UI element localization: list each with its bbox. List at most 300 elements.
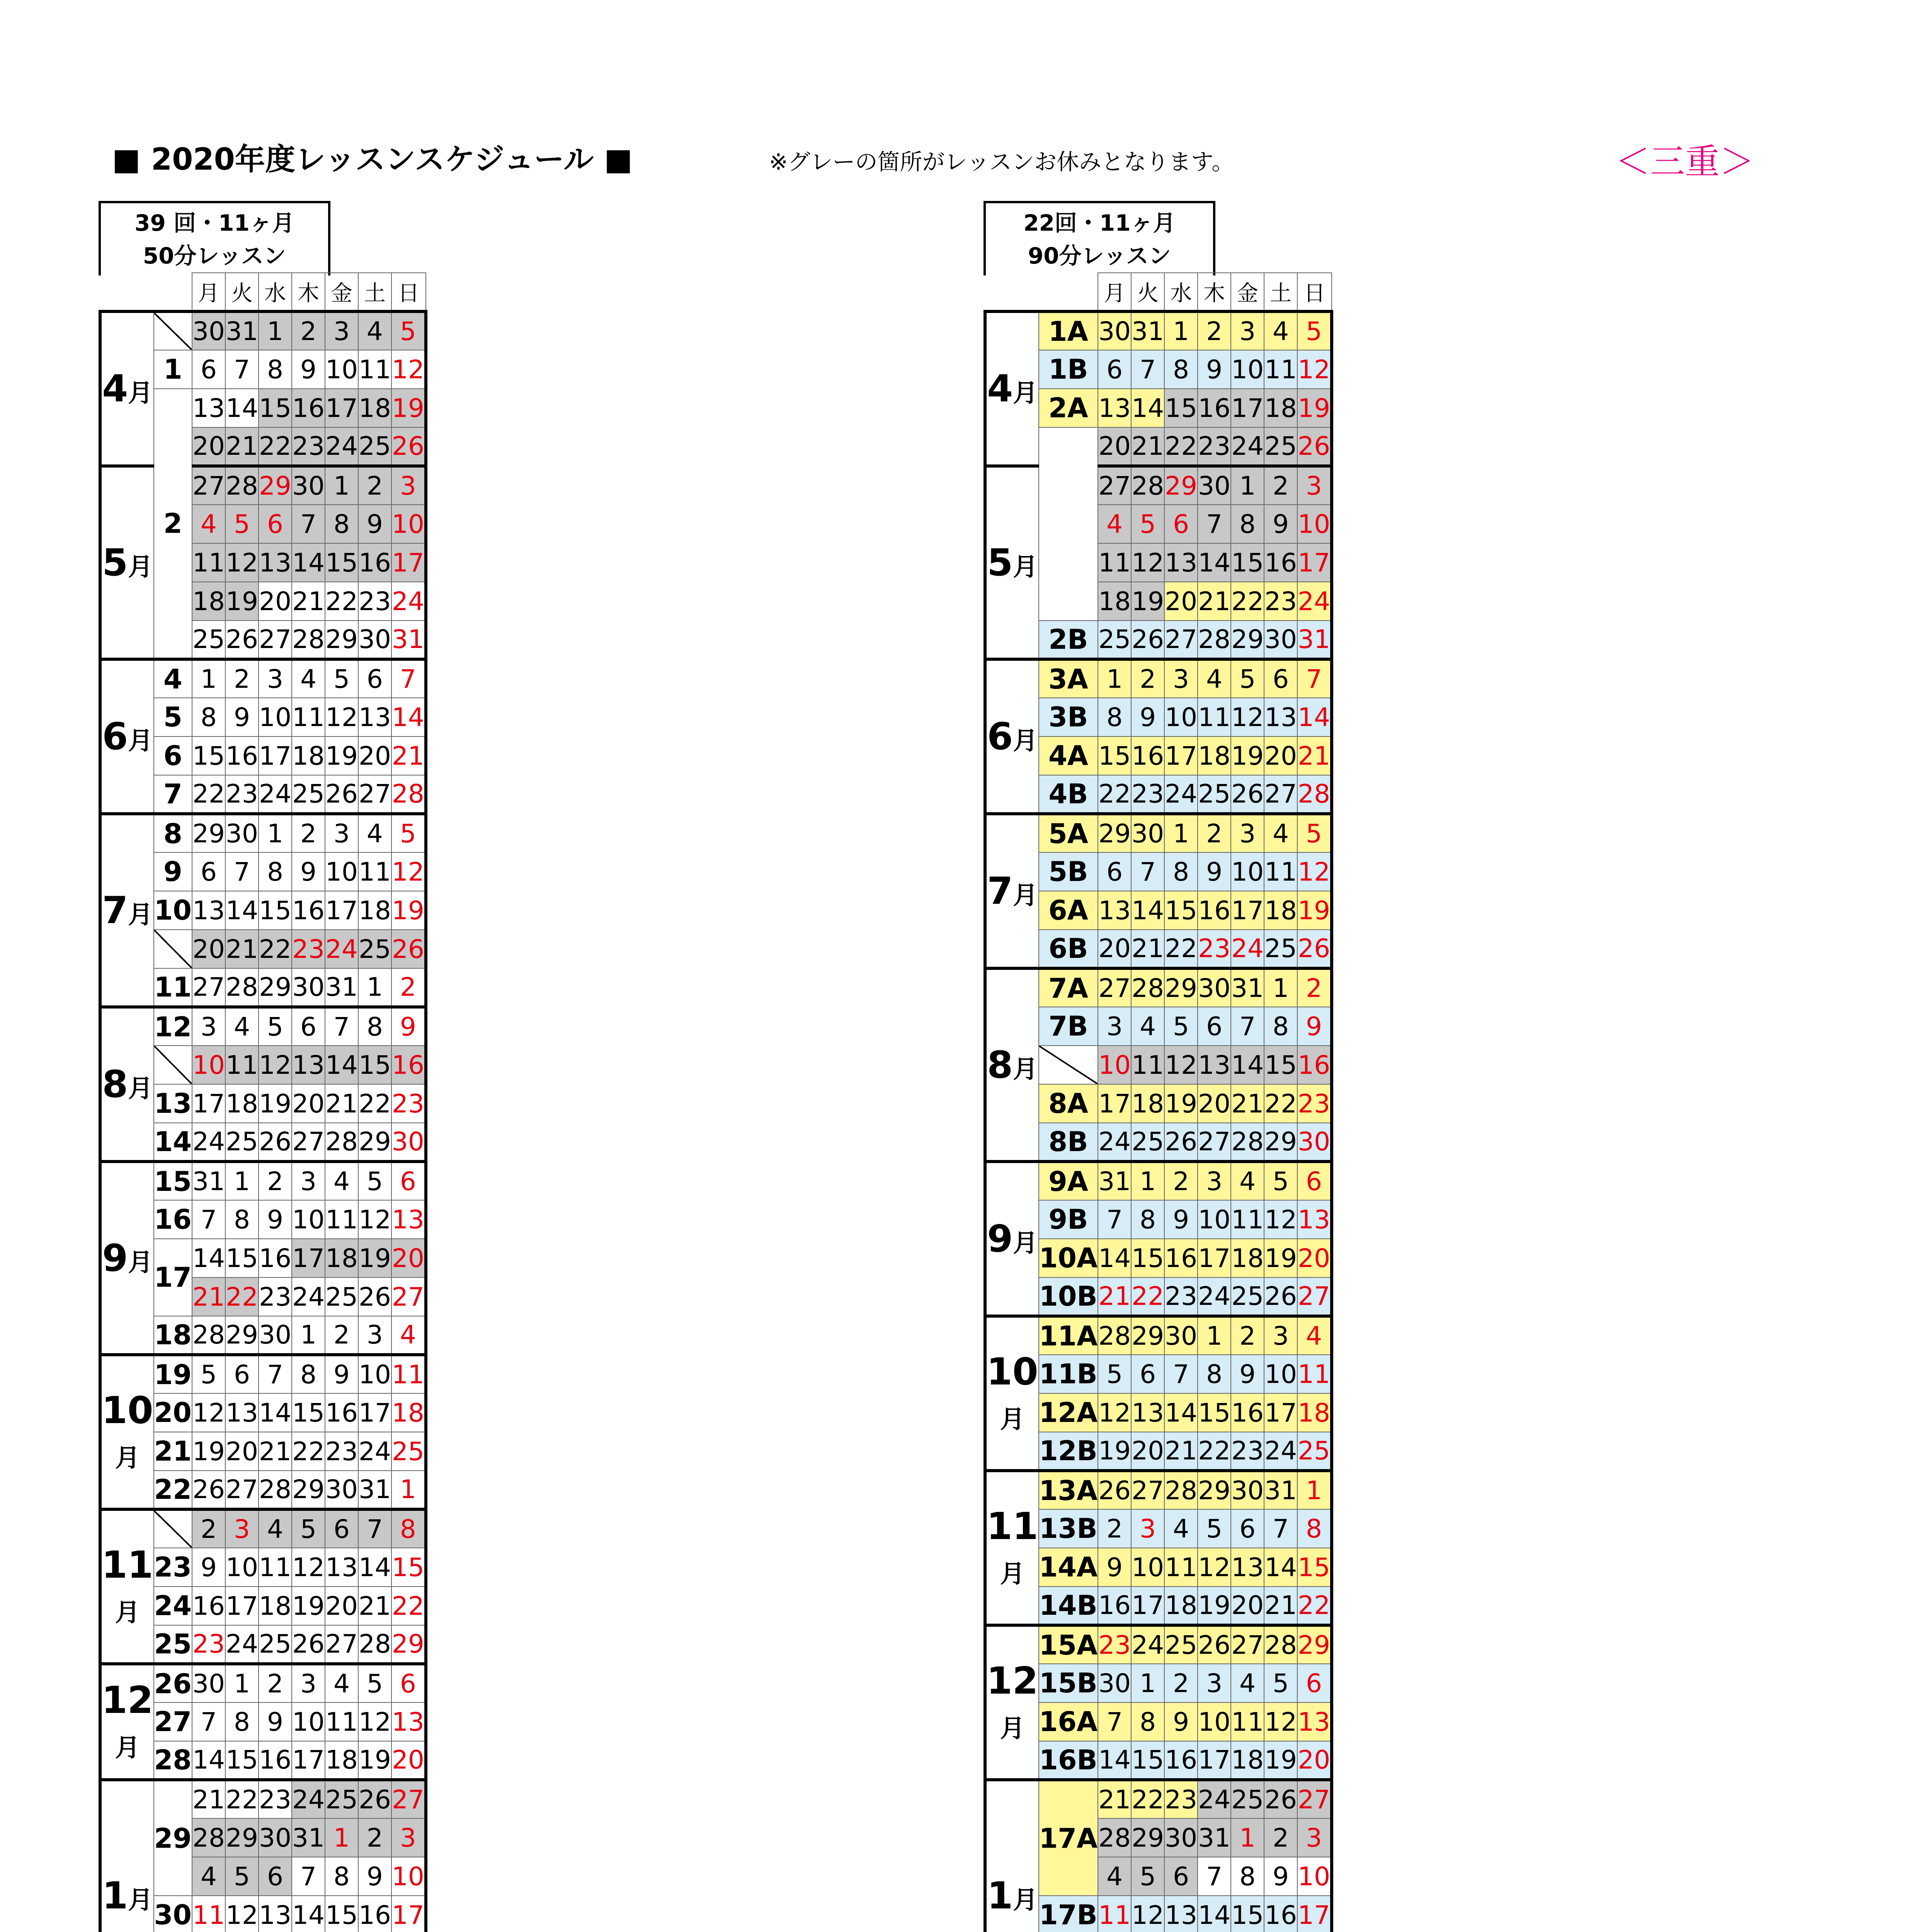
day-cell: 6 (225, 1355, 259, 1393)
day-cell: 21 (225, 427, 259, 466)
day-cell: 13 (358, 698, 391, 736)
day-cell: 22 (1164, 427, 1198, 466)
day-cell: 27 (1198, 1123, 1231, 1162)
day-cell: 13 (325, 1548, 358, 1587)
day-cell: 21 (391, 736, 426, 775)
day-cell: 6 (1164, 505, 1198, 543)
day-cell: 26 (1264, 1780, 1297, 1818)
day-cell: 25 (1264, 427, 1297, 466)
day-cell: 11 (1264, 852, 1297, 891)
lesson-number: 19 (154, 1355, 192, 1393)
day-cell: 6 (1198, 1007, 1231, 1046)
calendar-table-90min (984, 272, 1333, 1932)
day-cell: 2 (1164, 1664, 1198, 1702)
lesson-number: 14B (1039, 1587, 1098, 1625)
week-row (100, 1355, 426, 1393)
day-cell: 20 (1264, 736, 1297, 775)
page-title: ■ 2020年度レッスンスケジュール ■ (112, 142, 633, 177)
day-cell: 9 (1264, 505, 1297, 543)
week-row (100, 1780, 426, 1818)
day-cell: 1 (1164, 311, 1198, 350)
day-cell: 30 (1131, 814, 1164, 852)
day-cell: 14 (292, 1896, 325, 1932)
day-cell: 12 (1297, 350, 1332, 389)
day-cell: 16 (325, 1393, 358, 1432)
day-cell: 23 (1231, 1432, 1264, 1471)
day-cell: 1 (259, 814, 292, 852)
day-cell: 18 (325, 1239, 358, 1277)
lesson-number: 25 (154, 1625, 192, 1664)
lesson-number: 18 (154, 1316, 192, 1355)
day-cell: 10 (325, 350, 358, 389)
day-cell: 12 (1098, 1393, 1131, 1432)
day-cell: 6 (1297, 1162, 1332, 1200)
day-cell: 5 (391, 311, 426, 350)
day-cell: 15 (1164, 891, 1198, 930)
day-cell: 3 (1098, 1007, 1131, 1046)
day-cell: 16 (391, 1046, 426, 1084)
day-cell: 18 (1164, 1587, 1198, 1625)
day-cell: 3 (1297, 466, 1332, 505)
day-cell: 8 (1164, 350, 1198, 389)
day-cell: 16 (192, 1587, 225, 1625)
lesson-number: 9 (154, 852, 192, 891)
day-cell: 25 (391, 1432, 426, 1471)
day-cell: 4 (192, 1857, 225, 1896)
day-cell: 24 (1198, 1780, 1231, 1818)
day-cell: 8 (1231, 505, 1264, 543)
lesson-number: 2B (1039, 621, 1098, 659)
day-cell: 11 (358, 350, 391, 389)
day-cell: 28 (1264, 1625, 1297, 1664)
day-cell: 31 (192, 1162, 225, 1200)
day-cell: 27 (225, 1471, 259, 1509)
day-cell: 28 (1098, 1818, 1131, 1857)
day-cell: 10 (391, 505, 426, 543)
lesson-number: 4B (1039, 775, 1098, 814)
lesson-number: 11B (1039, 1355, 1098, 1393)
weekday-header: 日 (1297, 273, 1332, 311)
day-cell: 12 (1231, 698, 1264, 736)
day-cell: 3 (1198, 1162, 1231, 1200)
day-cell: 3 (391, 1818, 426, 1857)
day-cell: 8 (259, 350, 292, 389)
day-cell: 24 (192, 1123, 225, 1162)
day-cell: 7 (192, 1200, 225, 1239)
day-cell: 16 (292, 891, 325, 930)
day-cell: 9 (1164, 1200, 1198, 1239)
day-cell: 24 (225, 1625, 259, 1664)
lesson-number: 17 (154, 1239, 192, 1316)
month-label: 12月 (100, 1664, 154, 1780)
day-cell: 8 (259, 852, 292, 891)
day-cell: 10 (1297, 1857, 1332, 1896)
day-cell: 30 (1098, 1664, 1131, 1702)
day-cell: 27 (1098, 968, 1131, 1007)
day-cell: 28 (1131, 968, 1164, 1007)
day-cell: 9 (1131, 698, 1164, 736)
lesson-number: 8A (1039, 1084, 1098, 1123)
month-label: 6月 (100, 659, 154, 814)
day-cell: 25 (259, 1625, 292, 1664)
day-cell: 24 (1231, 930, 1264, 968)
day-cell: 5 (1297, 311, 1332, 350)
day-cell: 6 (1131, 1355, 1164, 1393)
day-cell: 9 (1297, 1007, 1332, 1046)
lesson-number: 1B (1039, 350, 1098, 389)
week-row (100, 1664, 426, 1702)
day-cell: 14 (259, 1393, 292, 1432)
day-cell: 5 (292, 1509, 325, 1548)
day-cell: 3 (1164, 659, 1198, 698)
day-cell: 19 (358, 1239, 391, 1277)
weekday-header: 水 (1164, 273, 1198, 311)
day-cell: 25 (292, 775, 325, 814)
day-cell: 2 (1231, 1316, 1264, 1355)
day-cell: 12 (1297, 852, 1332, 891)
day-cell: 19 (391, 891, 426, 930)
day-cell: 20 (358, 736, 391, 775)
day-cell: 30 (1164, 1316, 1198, 1355)
day-cell: 2 (259, 1162, 292, 1200)
weekday-header: 火 (225, 273, 259, 311)
day-cell: 27 (1297, 1780, 1332, 1818)
day-cell: 11 (192, 543, 225, 582)
day-cell: 29 (1198, 1471, 1231, 1509)
month-label: 4月 (985, 311, 1039, 466)
day-cell: 5 (1264, 1162, 1297, 1200)
day-cell: 20 (192, 930, 225, 968)
day-cell: 11 (1198, 698, 1231, 736)
lesson-number: 10B (1039, 1277, 1098, 1316)
day-cell: 11 (325, 1200, 358, 1239)
day-cell: 2 (1164, 1162, 1198, 1200)
day-cell: 25 (1131, 1123, 1164, 1162)
day-cell: 1 (1264, 968, 1297, 1007)
day-cell: 12 (358, 1702, 391, 1741)
day-cell: 10 (1198, 1702, 1231, 1741)
day-cell: 28 (192, 1818, 225, 1857)
day-cell: 17 (1264, 1393, 1297, 1432)
day-cell: 11 (259, 1548, 292, 1587)
day-cell: 4 (358, 814, 391, 852)
day-cell: 2 (192, 1509, 225, 1548)
day-cell: 7 (225, 350, 259, 389)
week-row (100, 311, 426, 350)
day-cell: 5 (358, 1664, 391, 1702)
day-cell: 21 (358, 1587, 391, 1625)
day-cell: 2 (1131, 659, 1164, 698)
day-cell: 26 (1198, 1625, 1231, 1664)
day-cell: 15 (1198, 1393, 1231, 1432)
lesson-number: 27 (154, 1702, 192, 1741)
day-cell: 29 (1297, 1625, 1332, 1664)
day-cell: 14 (192, 1741, 225, 1780)
day-cell: 25 (1297, 1432, 1332, 1471)
day-cell: 25 (1264, 930, 1297, 968)
month-label: 5月 (985, 466, 1039, 659)
day-cell: 7 (259, 1355, 292, 1393)
day-cell: 1 (1297, 1471, 1332, 1509)
day-cell: 6 (1264, 659, 1297, 698)
course-duration: 90分レッスン (1028, 242, 1171, 269)
day-cell: 23 (1131, 775, 1164, 814)
day-cell: 16 (259, 1741, 292, 1780)
week-row (985, 311, 1332, 350)
day-cell: 29 (225, 1316, 259, 1355)
lesson-number: 6A (1039, 891, 1098, 930)
week-row (985, 466, 1332, 505)
day-cell: 12 (1131, 543, 1164, 582)
lesson-number: 8 (154, 814, 192, 852)
day-cell: 2 (1198, 311, 1231, 350)
day-cell: 5 (259, 1007, 292, 1046)
day-cell: 14 (391, 698, 426, 736)
day-cell: 20 (1098, 930, 1131, 968)
day-cell: 26 (292, 1625, 325, 1664)
day-cell: 27 (1264, 775, 1297, 814)
day-cell: 9 (1198, 350, 1231, 389)
day-cell: 27 (391, 1277, 426, 1316)
day-cell: 14 (225, 389, 259, 427)
day-cell: 10 (358, 1355, 391, 1393)
day-cell: 18 (1198, 736, 1231, 775)
day-cell: 19 (192, 1432, 225, 1471)
day-cell: 20 (259, 582, 292, 621)
day-cell: 16 (259, 1239, 292, 1277)
day-cell: 25 (325, 1277, 358, 1316)
day-cell: 9 (292, 852, 325, 891)
day-cell: 22 (358, 1084, 391, 1123)
day-cell: 13 (225, 1393, 259, 1432)
day-cell: 17 (358, 1393, 391, 1432)
month-label: 7月 (985, 814, 1039, 968)
lesson-number: 8B (1039, 1123, 1098, 1162)
day-cell: 14 (292, 543, 325, 582)
day-cell: 15 (1231, 543, 1264, 582)
day-cell: 26 (325, 775, 358, 814)
lesson-number: 16A (1039, 1702, 1098, 1741)
day-cell: 19 (1297, 389, 1332, 427)
day-cell: 21 (1264, 1587, 1297, 1625)
day-cell: 8 (1231, 1857, 1264, 1896)
day-cell: 30 (1231, 1471, 1264, 1509)
weekday-header: 日 (391, 273, 426, 311)
day-cell: 3 (225, 1509, 259, 1548)
day-cell: 9 (391, 1007, 426, 1046)
day-cell: 18 (225, 1084, 259, 1123)
day-cell: 5 (1131, 1857, 1164, 1896)
day-cell: 4 (325, 1664, 358, 1702)
day-cell: 28 (325, 1123, 358, 1162)
day-cell: 26 (358, 1780, 391, 1818)
day-cell: 12 (1198, 1548, 1231, 1587)
day-cell: 9 (292, 350, 325, 389)
day-cell: 8 (292, 1355, 325, 1393)
day-cell: 22 (225, 1780, 259, 1818)
day-cell: 14 (358, 1548, 391, 1587)
day-cell: 12 (1164, 1046, 1198, 1084)
day-cell: 4 (1131, 1007, 1164, 1046)
day-cell: 19 (1264, 1741, 1297, 1780)
day-cell: 5 (1098, 1355, 1131, 1393)
day-cell: 9 (1231, 1355, 1264, 1393)
day-cell: 3 (391, 466, 426, 505)
weekday-header: 金 (1231, 273, 1264, 311)
day-cell: 9 (358, 505, 391, 543)
day-cell: 28 (225, 968, 259, 1007)
day-cell: 21 (1098, 1277, 1131, 1316)
day-cell: 25 (358, 427, 391, 466)
day-cell: 22 (292, 1432, 325, 1471)
day-cell: 8 (1297, 1509, 1332, 1548)
day-cell: 31 (358, 1471, 391, 1509)
day-cell: 6 (358, 659, 391, 698)
lesson-number: 11 (154, 968, 192, 1007)
day-cell: 17 (259, 736, 292, 775)
lesson-number (154, 1046, 192, 1084)
day-cell: 20 (1164, 582, 1198, 621)
day-cell: 26 (1131, 621, 1164, 659)
day-cell: 23 (259, 1277, 292, 1316)
day-cell: 4 (1264, 814, 1297, 852)
day-cell: 6 (192, 350, 225, 389)
day-cell: 19 (1264, 1239, 1297, 1277)
day-cell: 15 (1131, 1239, 1164, 1277)
day-cell: 1 (325, 466, 358, 505)
month-label: 8月 (100, 1007, 154, 1162)
lesson-number: 5 (154, 698, 192, 736)
day-cell: 25 (225, 1123, 259, 1162)
day-cell: 21 (1164, 1432, 1198, 1471)
month-label: 10月 (985, 1316, 1039, 1471)
day-cell: 7 (358, 1509, 391, 1548)
day-cell: 15 (1164, 389, 1198, 427)
day-cell: 23 (192, 1625, 225, 1664)
day-cell: 2 (1297, 968, 1332, 1007)
day-cell: 16 (225, 736, 259, 775)
day-cell: 16 (1131, 736, 1164, 775)
day-cell: 24 (1297, 582, 1332, 621)
day-cell: 8 (391, 1509, 426, 1548)
day-cell: 9 (1198, 852, 1231, 891)
lesson-number: 1 (154, 350, 192, 389)
week-row (985, 1162, 1332, 1200)
day-cell: 2 (325, 1316, 358, 1355)
lesson-number: 9B (1039, 1200, 1098, 1239)
day-cell: 15 (1131, 1741, 1164, 1780)
day-cell: 13 (391, 1702, 426, 1741)
day-cell: 9 (1098, 1548, 1131, 1587)
week-row (100, 1162, 426, 1200)
day-cell: 6 (391, 1162, 426, 1200)
day-cell: 10 (259, 698, 292, 736)
day-cell: 10 (292, 1702, 325, 1741)
day-cell: 24 (292, 1780, 325, 1818)
day-cell: 19 (225, 582, 259, 621)
day-cell: 2 (358, 1818, 391, 1857)
day-cell: 27 (1164, 621, 1198, 659)
day-cell: 14 (1231, 1046, 1264, 1084)
day-cell: 18 (1231, 1239, 1264, 1277)
lesson-number: 7A (1039, 968, 1098, 1007)
lesson-number: 10 (154, 891, 192, 930)
day-cell: 22 (1297, 1587, 1332, 1625)
day-cell: 19 (1231, 736, 1264, 775)
day-cell: 31 (225, 311, 259, 350)
day-cell: 22 (225, 1277, 259, 1316)
day-cell: 19 (358, 1741, 391, 1780)
day-cell: 13 (192, 389, 225, 427)
day-cell: 13 (292, 1046, 325, 1084)
day-cell: 8 (1098, 698, 1131, 736)
day-cell: 10 (1164, 698, 1198, 736)
day-cell: 21 (192, 1277, 225, 1316)
day-cell: 3 (1231, 814, 1264, 852)
day-cell: 5 (225, 505, 259, 543)
day-cell: 4 (325, 1162, 358, 1200)
day-cell: 20 (292, 1084, 325, 1123)
day-cell: 29 (225, 1818, 259, 1857)
day-cell: 29 (1131, 1818, 1164, 1857)
day-cell: 10 (325, 852, 358, 891)
day-cell: 21 (1297, 736, 1332, 775)
day-cell: 24 (1164, 775, 1198, 814)
day-cell: 28 (292, 621, 325, 659)
day-cell: 28 (1098, 1316, 1131, 1355)
lesson-number: 16B (1039, 1741, 1098, 1780)
lesson-number: 12 (154, 1007, 192, 1046)
day-cell: 29 (1131, 1316, 1164, 1355)
day-cell: 17 (292, 1239, 325, 1277)
day-cell: 12 (225, 543, 259, 582)
day-cell: 30 (192, 311, 225, 350)
day-cell: 8 (1131, 1200, 1164, 1239)
day-cell: 17 (325, 389, 358, 427)
day-cell: 20 (1131, 1432, 1164, 1471)
day-cell: 9 (259, 1200, 292, 1239)
weekday-header: 土 (1264, 273, 1297, 311)
day-cell: 15 (1264, 1046, 1297, 1084)
day-cell: 6 (1231, 1509, 1264, 1548)
month-label: 10月 (100, 1355, 154, 1509)
week-row (985, 659, 1332, 698)
weekday-header: 金 (325, 273, 358, 311)
day-cell: 13 (1297, 1200, 1332, 1239)
day-cell: 15 (225, 1741, 259, 1780)
day-cell: 13 (259, 543, 292, 582)
day-cell: 15 (192, 736, 225, 775)
day-cell: 6 (325, 1509, 358, 1548)
day-cell: 6 (1098, 852, 1131, 891)
day-cell: 8 (225, 1702, 259, 1741)
lesson-number: 17A (1039, 1780, 1098, 1896)
day-cell: 14 (1264, 1548, 1297, 1587)
lesson-number (1039, 427, 1098, 621)
day-cell: 7 (1231, 1007, 1264, 1046)
day-cell: 27 (1231, 1625, 1264, 1664)
lesson-number: 15B (1039, 1664, 1098, 1702)
weekday-header-row (100, 273, 426, 311)
day-cell: 14 (225, 891, 259, 930)
day-cell: 28 (1198, 621, 1231, 659)
day-cell: 13 (1131, 1393, 1164, 1432)
day-cell: 30 (192, 1664, 225, 1702)
day-cell: 6 (1098, 350, 1131, 389)
week-row (100, 659, 426, 698)
lesson-number: 13B (1039, 1509, 1098, 1548)
day-cell: 13 (1231, 1548, 1264, 1587)
